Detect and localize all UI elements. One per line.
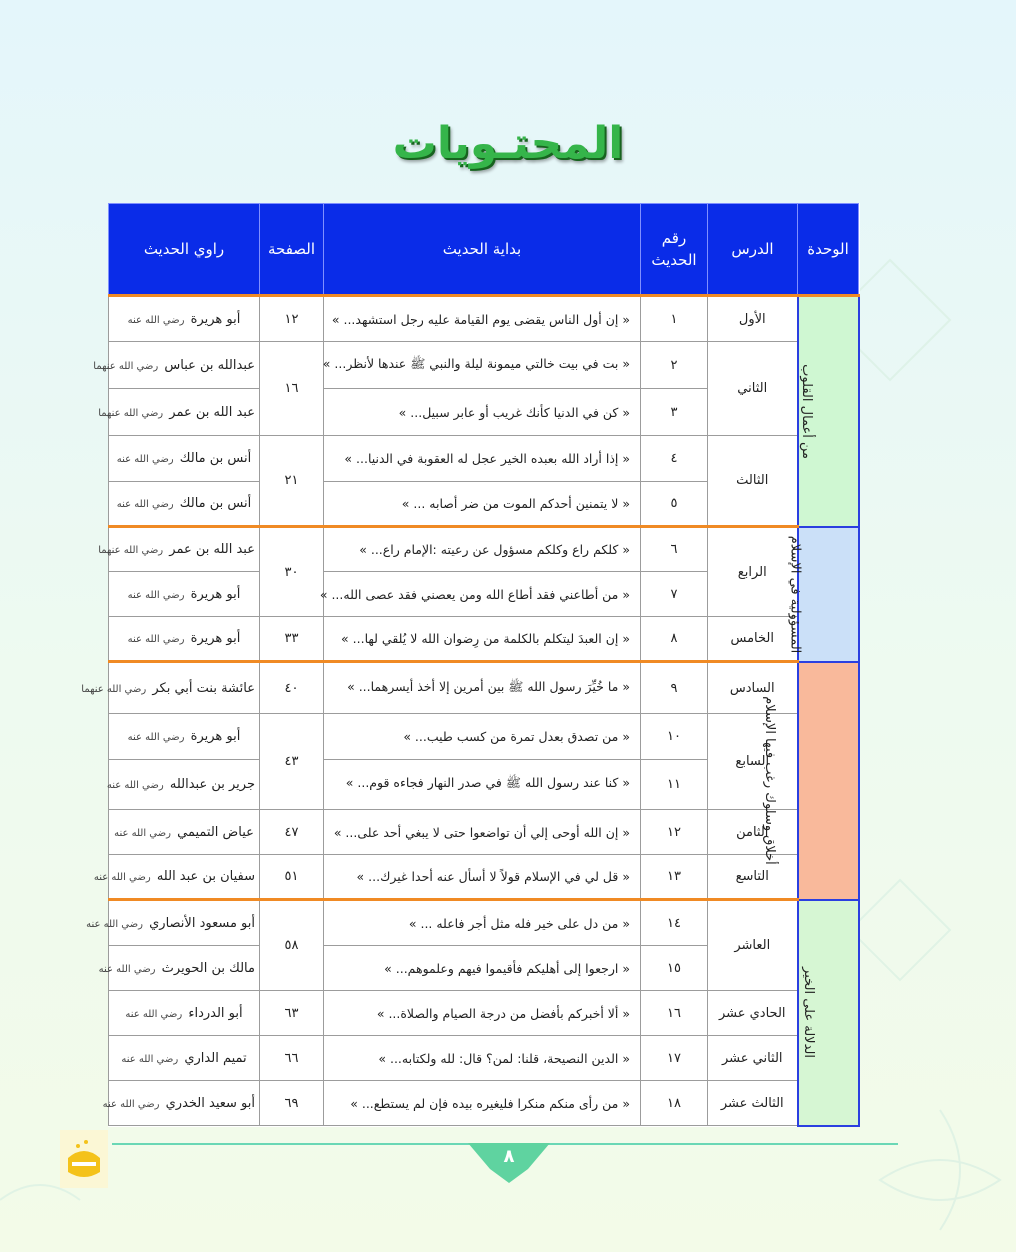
hadith-number: ١٣ [641,855,708,900]
page-cell: ٥٨ [260,900,324,991]
hadith-number: ٣ [641,389,708,436]
narrator-name: أبو سعيد الخدري [165,1095,255,1111]
honorific: رضي الله عنه [127,732,185,743]
table-row [109,662,859,714]
table-header-row [109,204,859,296]
honorific: رضي الله عنه [106,780,164,791]
narrator-name: عبد الله بن عمر [169,542,255,557]
unit-label: أخلاق وسلوك رغب فيها الإسلام [761,696,777,865]
page-cell: ٤٠ [260,662,324,714]
unit-cell-3 [761,662,859,900]
narrator-cell [109,436,260,482]
page-cell: ٤٧ [260,810,324,855]
narrator-cell [109,714,260,760]
honorific: رضي الله عنه [127,314,185,326]
narrator-name: مالك بن الحويرث [161,960,255,976]
page-cell: ١٢ [260,296,324,342]
hadith-start: « من دل على خير فله مثل أجر فاعله ... » [324,900,641,946]
honorific: رضي الله عنه [116,454,174,465]
narrator-cell [98,389,260,436]
page-cell: ٦٣ [260,991,324,1036]
hadith-start: « إن أول الناس يقضى يوم القيامة عليه رجل استشهد... » [324,296,641,342]
hadith-number: ٥ [641,482,708,527]
table-row [109,991,859,1036]
hadith-start: « إن العبدَ ليتكلم بالكلمة من رِضوان الله لا يُلقي لها... » [324,617,641,662]
lesson-cell: الحادي عشر [708,991,798,1036]
narrator-name: أبو هريرة [190,631,241,646]
hadith-start: « من تصدق بعدل تمرة من كسب طيب... » [324,714,641,760]
table-row [109,436,859,482]
table-row [109,342,859,389]
honorific: رضي الله عنه [121,1053,179,1065]
lesson-cell: الثالث [708,436,798,527]
page-cell: ٦٦ [260,1036,324,1081]
header-lesson: الدرس [708,204,798,296]
page-cell: ١٦ [260,342,324,436]
header-page: الصفحة [260,204,324,296]
honorific: رضي الله عنهما [98,407,164,419]
header-hadith-start: بداية الحديث [324,204,641,296]
hadith-start: « كلكم راع وكلكم مسؤول عن رعيته :الإمام راع... » [324,527,641,572]
unit-cell-1 [798,296,859,527]
lesson-cell: الثاني عشر [708,1036,798,1081]
honorific: رضي الله عنه [102,1098,160,1110]
page-cell: ٤٣ [260,714,324,810]
narrator-name: أبو هريرة [190,729,241,744]
table-row [109,900,859,946]
hadith-number: ١٧ [641,1036,708,1081]
lesson-cell: السادس [708,662,798,714]
hadith-start: « لا يتمنين أحدكم الموت من ضر أصابه ... » [324,482,641,527]
table-row [109,1036,859,1081]
page-cell: ٣٣ [260,617,324,662]
table-row [109,810,859,855]
hadith-start: « ما خُيِّرَ رسول الله ﷺ بين أمرين إلا أخذ أيسرهما... » [324,662,641,714]
hadith-start: « إذا أراد الله بعبده الخير عجل له العقوبة في الدنيا... » [324,436,641,482]
honorific: رضي الله عنهما [81,683,147,695]
narrator-cell [109,1036,260,1081]
contents-table [81,203,860,1127]
hadith-number: ٢ [641,342,708,389]
narrator-cell [109,991,260,1036]
honorific: رضي الله عنه [116,499,174,510]
lesson-cell: الأول [708,296,798,342]
honorific: رضي الله عنه [98,963,156,975]
narrator-cell [109,296,260,342]
unit-cell-4 [798,900,859,1126]
narrator-cell [102,1081,260,1126]
lesson-cell: الرابع [708,527,798,617]
hadith-start: « كنا عند رسول الله ﷺ في صدر النهار فجاءه قوم... » [324,760,641,810]
hadith-number: ١١ [641,760,708,810]
unit-label: الدلالة على الخير [800,967,816,1058]
hadith-start: « إن الله أوحى إلي أن تواضعوا حتى لا يبغي أحد على... » [324,810,641,855]
lesson-cell: الخامس [708,617,798,662]
table-row [109,714,859,760]
unit-label: المسؤولية في الإسلام [787,535,803,653]
table-row [109,1081,859,1126]
page-number: ٨ [503,1146,515,1167]
narrator-cell [109,810,260,855]
honorific: رضي الله عنه [93,872,151,883]
lesson-cell: التاسع [708,855,798,900]
hadith-start: « ارجعوا إلى أهليكم فأقيموا فيهم وعلموهم... » [324,946,641,991]
honorific: رضي الله عنهما [93,360,159,372]
hadith-number: ١٠ [641,714,708,760]
hadith-number: ٩ [641,662,708,714]
narrator-name: عياض التميمي [177,824,254,840]
narrator-name: عائشة بنت أبي بكر [152,680,255,696]
hadith-number: ١٢ [641,810,708,855]
narrator-name: تميم الداري [184,1050,247,1066]
lesson-cell: العاشر [708,900,798,991]
narrator-name: أبو الدرداء [188,1005,243,1021]
page-title: المحتـويات [392,118,624,169]
honorific: رضي الله عنهما [98,545,164,556]
narrator-cell [98,527,260,572]
narrator-cell [81,662,260,714]
hadith-start: « الدين النصيحة، قلنا: لمن؟ قال: لله ولكتابه... » [324,1036,641,1081]
honorific: رضي الله عنه [114,827,171,839]
hadith-number: ٤ [641,436,708,482]
narrator-name: عبدالله بن عباس [164,357,255,373]
narrator-cell [109,617,260,662]
table-row [109,855,859,900]
table-row [109,296,859,342]
narrator-name: أنس بن مالك [179,496,252,511]
page-cell: ٢١ [260,436,324,527]
honorific: رضي الله عنه [127,589,185,601]
header-hadith-number: رقم الحديث [641,204,708,296]
hadith-number: ١٤ [641,900,708,946]
header-unit: الوحدة [798,204,859,296]
hadith-start: « كن في الدنيا كأنك غريب أو عابر سبيل... » [324,389,641,436]
narrator-name: أبو هريرة [190,311,241,327]
lesson-cell: الثاني [708,342,798,436]
page-cell: ٣٠ [260,527,324,617]
hadith-number: ١٥ [641,946,708,991]
hadith-start: « قل لي في الإسلام قولاً لا أسأل عنه أحدا غيرك... » [324,855,641,900]
hadith-number: ٧ [641,572,708,617]
narrator-cell [93,855,260,900]
page-cell: ٥١ [260,855,324,900]
narrator-name: أنس بن مالك [179,451,252,466]
narrator-cell [106,760,260,810]
hadith-start: « من رأى منكم منكرا فليغيره بيده فإن لم يستطع... » [324,1081,641,1126]
narrator-name: جرير بن عبدالله [169,777,255,792]
hadith-number: ١ [641,296,708,342]
narrator-name: سفيان بن عبد الله [156,869,255,884]
publisher-logo-icon [58,1128,110,1190]
lesson-cell: الثالث عشر [708,1081,798,1126]
honorific: رضي الله عنه [86,918,143,930]
table-row [109,617,859,662]
hadith-number: ٦ [641,527,708,572]
table-row [109,527,859,572]
hadith-number: ١٦ [641,991,708,1036]
hadith-start: « من أطاعني فقد أطاع الله ومن يعصني فقد عصى الله... » [324,572,641,617]
header-narrator: راوي الحديث [109,204,260,296]
lesson-cell: الثامن [708,810,798,855]
unit-label: من أعمال القلوب [798,363,814,459]
hadith-start: « بت في بيت خالتي ميمونة ليلة والنبي ﷺ عندها لأنظر... » [324,342,641,389]
narrator-name: عبد الله بن عمر [169,404,255,420]
hadith-start: « ألا أخبركم بأفضل من درجة الصيام والصلاة... » [324,991,641,1036]
page-cell: ٦٩ [260,1081,324,1126]
narrator-name: أبو هريرة [190,586,241,602]
narrator-cell [86,900,260,946]
hadith-number: ١٨ [641,1081,708,1126]
lesson-cell: السابع [708,714,798,810]
narrator-name: أبو مسعود الأنصاري [149,915,255,931]
narrator-cell [109,572,260,617]
honorific: رضي الله عنه [125,1008,183,1020]
narrator-cell [98,946,260,991]
unit-cell-2 [787,527,859,662]
narrator-cell [93,342,260,389]
narrator-cell [109,482,260,527]
hadith-number: ٨ [641,617,708,662]
honorific: رضي الله عنه [127,634,185,645]
